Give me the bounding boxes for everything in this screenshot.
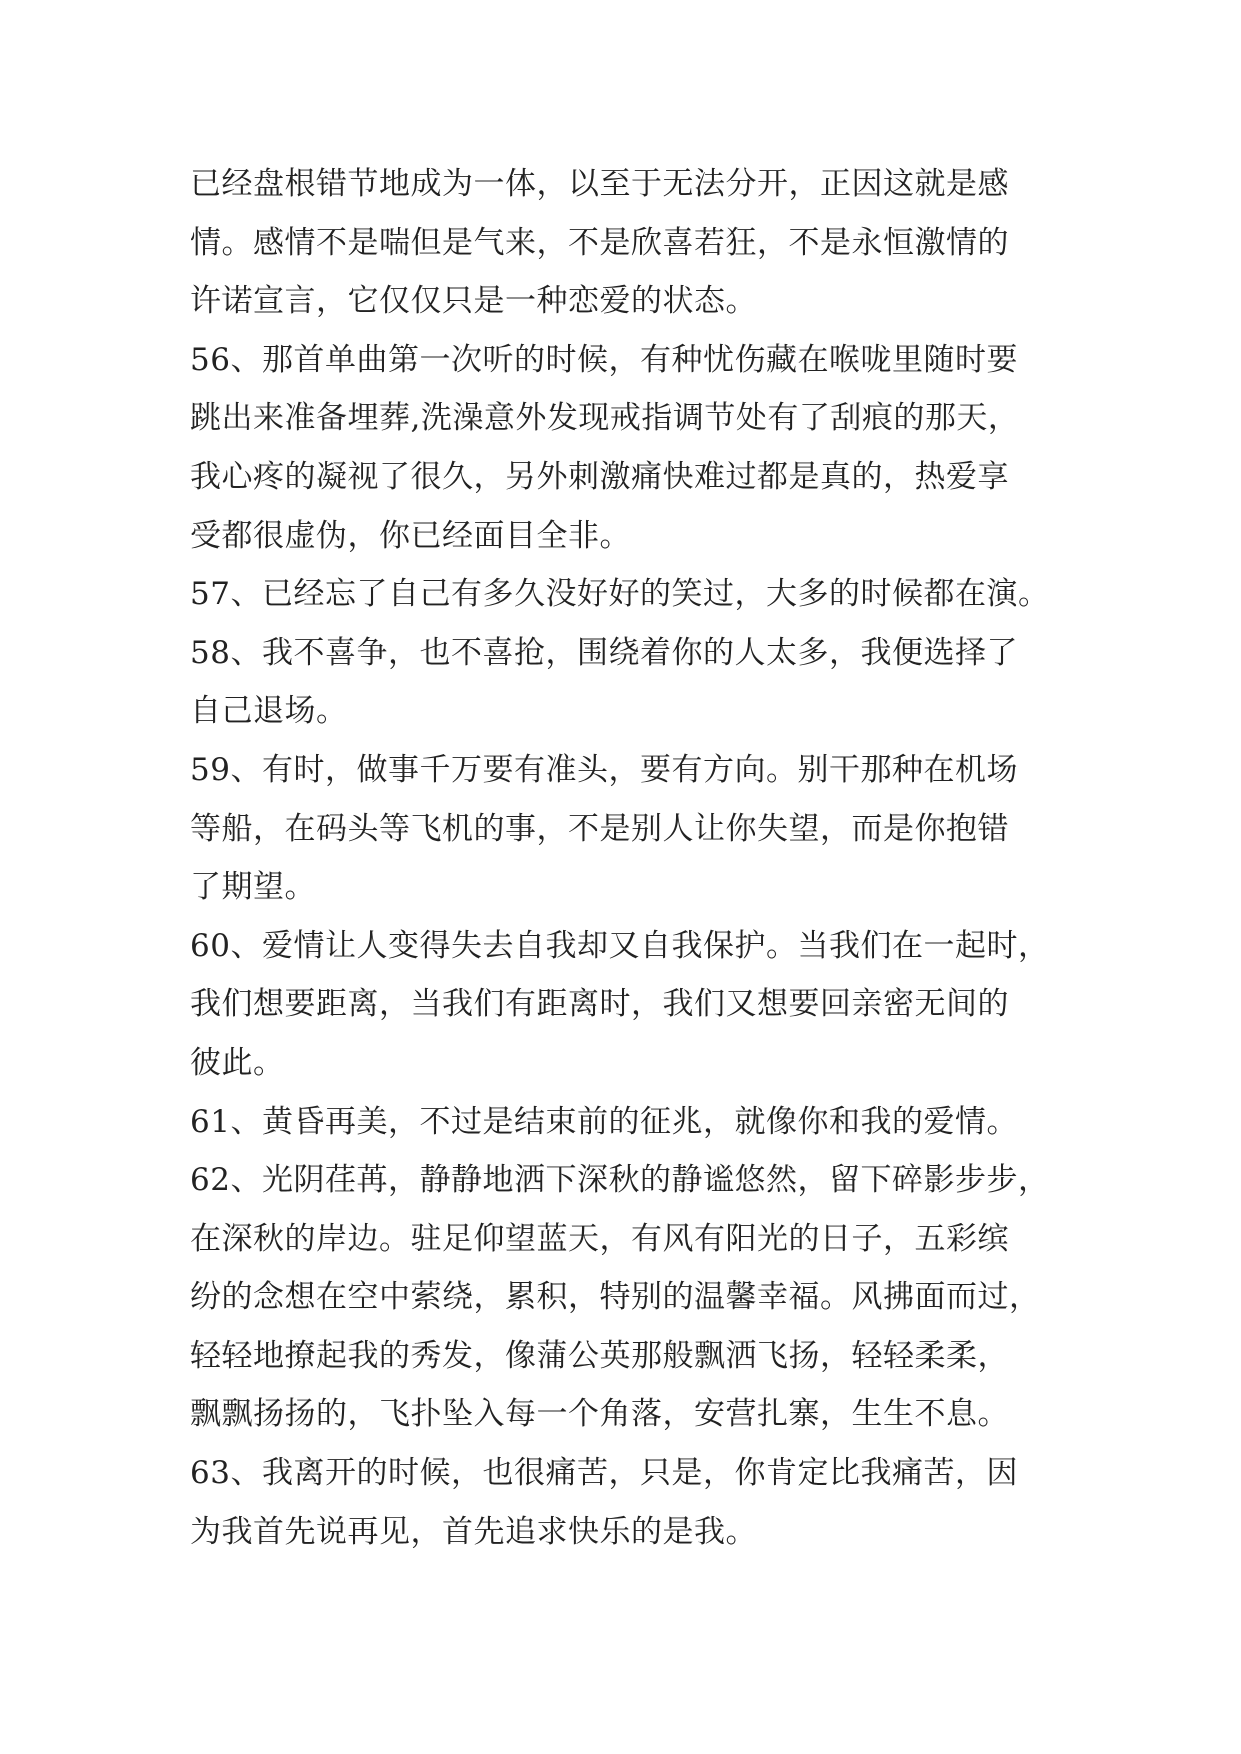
text-line: 自己退场。 [190, 693, 348, 730]
text-line: 为我首先说再见，首先追求快乐的是我。 [190, 1513, 757, 1550]
text-line: 情。感情不是喘但是气来，不是欣喜若狂，不是永恒激情的 [190, 224, 1009, 261]
text-line: 56、那首单曲第一次听的时候，有种忧伤藏在喉咙里随时要 [190, 341, 1018, 378]
text-line: 轻轻地撩起我的秀发，像蒲公英那般飘洒飞扬，轻轻柔柔， [190, 1337, 1009, 1374]
text-line: 我心疼的凝视了很久，另外刺激痛快难过都是真的，热爱享 [190, 458, 1009, 495]
text-line: 我们想要距离，当我们有距离时，我们又想要回亲密无间的 [190, 986, 1009, 1023]
text-line: 57、已经忘了自己有多久没好好的笑过，大多的时候都在演。 [190, 576, 1050, 613]
text-line: 在深秋的岸边。驻足仰望蓝天，有风有阳光的日子，五彩缤 [190, 1220, 1009, 1257]
text-line: 已经盘根错节地成为一体，以至于无法分开，正因这就是感 [190, 166, 1009, 202]
text-line: 了期望。 [190, 869, 316, 906]
text-line: 纷的念想在空中萦绕，累积，特别的温馨幸福。风拂面而过， [190, 1279, 1041, 1316]
text-line: 彼此。 [190, 1044, 285, 1081]
text-line: 60、爱情让人变得失去自我却又自我保护。当我们在一起时， [190, 927, 1050, 964]
text-line: 63、我离开的时候，也很痛苦，只是，你肯定比我痛苦，因 [190, 1455, 1018, 1492]
text-line: 58、我不喜争，也不喜抢，围绕着你的人太多，我便选择了 [190, 634, 1018, 671]
text-line: 飘飘扬扬的，飞扑坠入每一个角落，安营扎寨，生生不息。 [190, 1396, 1009, 1433]
text-line: 受都很虚伪，你已经面目全非。 [190, 517, 631, 554]
text-line: 59、有时，做事千万要有准头，要有方向。别干那种在机场 [190, 751, 1018, 788]
document-body [190, 155, 1070, 1561]
text-line: 许诺宣言，它仅仅只是一种恋爱的状态。 [190, 283, 757, 320]
text-line: 62、光阴荏苒，静静地洒下深秋的静谧悠然，留下碎影步步， [190, 1162, 1050, 1199]
text-line: 等船，在码头等飞机的事，不是别人让你失望，而是你抱错 [190, 810, 1009, 847]
text-line: 61、黄昏再美，不过是结束前的征兆，就像你和我的爱情。 [190, 1103, 1018, 1140]
text-line: 跳出来准备埋葬,洗澡意外发现戒指调节处有了刮痕的那天， [190, 400, 1020, 437]
